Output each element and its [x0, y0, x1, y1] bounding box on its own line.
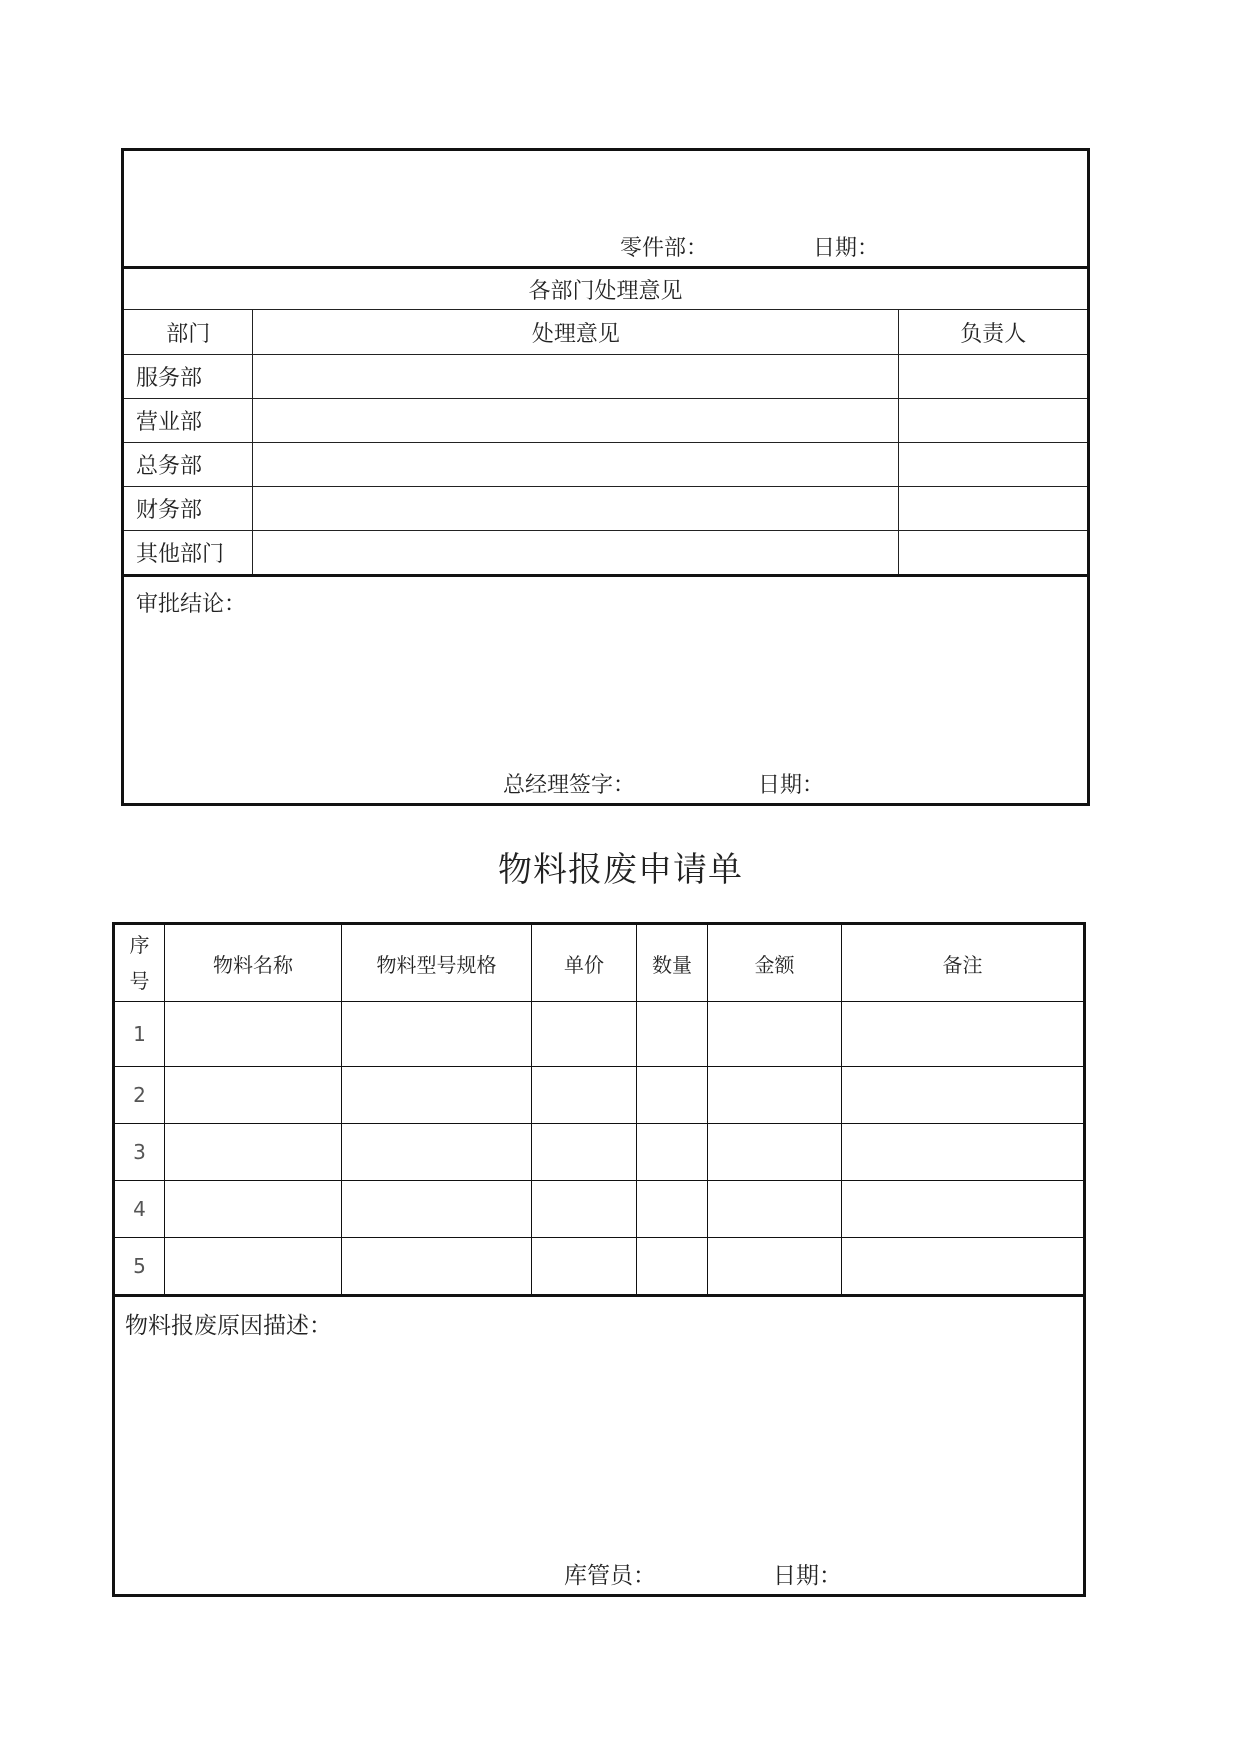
table-row	[114, 1124, 1085, 1181]
column-header-seq	[114, 924, 165, 1002]
quantity-cell[interactable]	[637, 1181, 708, 1238]
remarks-cell[interactable]	[842, 1002, 1085, 1067]
column-header-opinion: 处理意见	[253, 310, 899, 355]
column-header-remarks: 备注	[842, 924, 1085, 1002]
model-cell[interactable]	[342, 1238, 532, 1296]
opinion-cell[interactable]	[253, 355, 899, 399]
department-name: 财务部	[123, 487, 253, 531]
keeper-date-label: 日期：	[773, 1563, 842, 1589]
form-title: 物料报废申请单	[498, 850, 743, 890]
seq-header-line2: 号	[129, 969, 150, 993]
table-row	[123, 355, 1089, 399]
parts-dept-label: 零件部：	[620, 236, 709, 261]
opinion-cell[interactable]	[253, 487, 899, 531]
model-cell[interactable]	[342, 1181, 532, 1238]
unit-price-cell[interactable]	[532, 1181, 637, 1238]
table-row	[114, 1002, 1085, 1067]
person-cell[interactable]	[899, 487, 1089, 531]
column-header-unit-price: 单价	[532, 924, 637, 1002]
department-name: 营业部	[123, 399, 253, 443]
unit-price-cell[interactable]	[532, 1002, 637, 1067]
amount-cell[interactable]	[708, 1124, 842, 1181]
column-header-department: 部门	[123, 310, 253, 355]
department-review-table	[121, 148, 1090, 806]
department-name: 其他部门	[123, 531, 253, 576]
row-number: 1	[114, 1002, 165, 1067]
scrap-items-table	[112, 922, 1086, 1597]
name-cell[interactable]	[165, 1238, 342, 1296]
unit-price-cell[interactable]	[532, 1124, 637, 1181]
table-row	[114, 1067, 1085, 1124]
remarks-cell[interactable]	[842, 1238, 1085, 1296]
quantity-cell[interactable]	[637, 1238, 708, 1296]
column-header-person: 负责人	[899, 310, 1089, 355]
unit-price-cell[interactable]	[532, 1067, 637, 1124]
remarks-cell[interactable]	[842, 1181, 1085, 1238]
amount-cell[interactable]	[708, 1067, 842, 1124]
opinion-cell[interactable]	[253, 443, 899, 487]
column-header-name: 物料名称	[165, 924, 342, 1002]
table-row	[114, 1181, 1085, 1238]
amount-cell[interactable]	[708, 1238, 842, 1296]
amount-cell[interactable]	[708, 1002, 842, 1067]
unit-price-cell[interactable]	[532, 1238, 637, 1296]
parts-dept-sign-block	[123, 150, 1089, 268]
section-title: 各部门处理意见	[123, 268, 1089, 310]
amount-cell[interactable]	[708, 1181, 842, 1238]
table-row	[123, 443, 1089, 487]
column-header-amount: 金额	[708, 924, 842, 1002]
department-name: 服务部	[123, 355, 253, 399]
name-cell[interactable]	[165, 1067, 342, 1124]
model-cell[interactable]	[342, 1124, 532, 1181]
model-cell[interactable]	[342, 1002, 532, 1067]
gm-sign-label: 总经理签字：	[503, 773, 636, 798]
person-cell[interactable]	[899, 443, 1089, 487]
remarks-cell[interactable]	[842, 1067, 1085, 1124]
model-cell[interactable]	[342, 1067, 532, 1124]
gm-date-label: 日期：	[758, 773, 825, 798]
table-row	[123, 399, 1089, 443]
quantity-cell[interactable]	[637, 1124, 708, 1181]
column-header-model: 物料型号规格	[342, 924, 532, 1002]
table-row	[123, 531, 1089, 576]
row-number: 5	[114, 1238, 165, 1296]
person-cell[interactable]	[899, 355, 1089, 399]
quantity-cell[interactable]	[637, 1002, 708, 1067]
quantity-cell[interactable]	[637, 1067, 708, 1124]
approval-label: 审批结论：	[136, 592, 247, 617]
department-name: 总务部	[123, 443, 253, 487]
scrap-reason-label: 物料报废原因描述：	[125, 1313, 332, 1339]
opinion-cell[interactable]	[253, 399, 899, 443]
person-cell[interactable]	[899, 399, 1089, 443]
name-cell[interactable]	[165, 1002, 342, 1067]
table-row	[114, 1238, 1085, 1296]
remarks-cell[interactable]	[842, 1124, 1085, 1181]
row-number: 2	[114, 1067, 165, 1124]
table-row	[123, 487, 1089, 531]
seq-header-line1: 序	[129, 933, 150, 957]
name-cell[interactable]	[165, 1124, 342, 1181]
parts-dept-date-label: 日期：	[813, 236, 880, 261]
row-number: 4	[114, 1181, 165, 1238]
keeper-label: 库管员：	[564, 1563, 656, 1589]
column-header-quantity: 数量	[637, 924, 708, 1002]
approval-block[interactable]	[123, 576, 1089, 805]
opinion-cell[interactable]	[253, 531, 899, 576]
scrap-reason-block[interactable]	[114, 1296, 1085, 1596]
row-number: 3	[114, 1124, 165, 1181]
name-cell[interactable]	[165, 1181, 342, 1238]
person-cell[interactable]	[899, 531, 1089, 576]
